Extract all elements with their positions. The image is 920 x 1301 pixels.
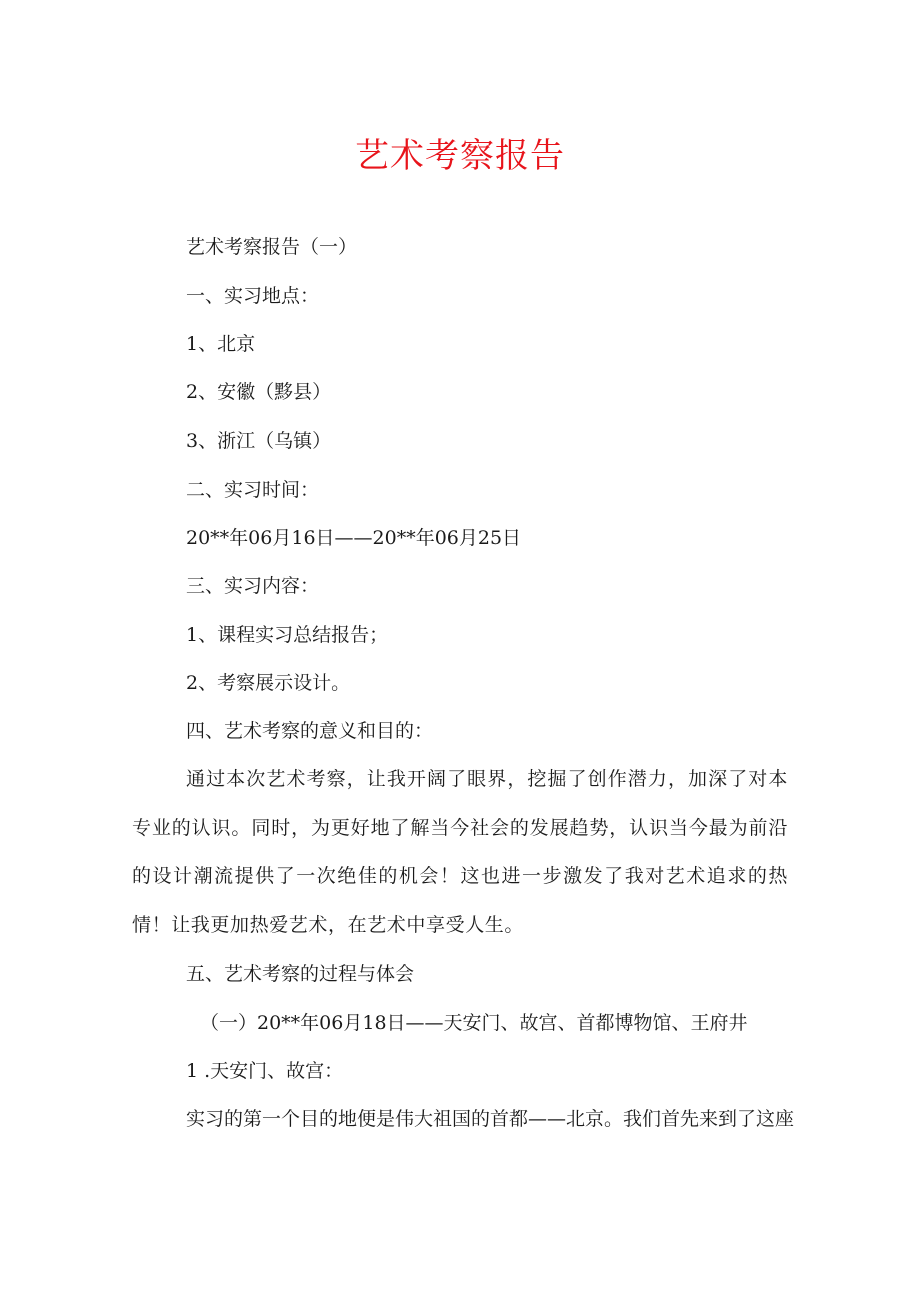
list-item: 2、安徽（黟县） <box>186 381 332 403</box>
report-subtitle: 艺术考察报告（一） <box>186 236 358 258</box>
purpose-paragraph: 通过本次艺术考察，让我开阔了眼界，挖掘了创作潜力，加深了对本专业的认识。同时，为更好地了解当今社会的发展趋势，认识当今最为前沿的设计潮流提供了一次绝佳的机会！这也进一步激发了我对艺术追求的热情！让我更加热爱艺术，在艺术中享受人生。 <box>132 768 788 936</box>
day-heading: （一）20**年06月18日——天安门、故宫、首都博物馆、王府井 <box>200 1012 748 1034</box>
section-heading-purpose: 四、艺术考察的意义和目的： <box>186 720 434 742</box>
section-heading-time: 二、实习时间： <box>186 479 320 501</box>
list-item: 1、北京 <box>186 333 256 355</box>
document-title: 艺术考察报告 <box>355 136 565 176</box>
list-item: 2、考察展示设计。 <box>186 672 351 694</box>
body-text-line: 实习的第一个目的地便是伟大祖国的首都——北京。我们首先来到了这座 <box>186 1108 795 1130</box>
section-heading-process: 五、艺术考察的过程与体会 <box>186 963 415 985</box>
list-item: 1、课程实习总结报告； <box>186 624 389 646</box>
list-item: 1 .天安门、故宫： <box>186 1060 344 1082</box>
section-heading-content: 三、实习内容： <box>186 575 320 597</box>
date-range: 20**年06月16日——20**年06月25日 <box>186 527 522 549</box>
list-item: 3、浙江（乌镇） <box>186 430 332 452</box>
section-heading-location: 一、实习地点： <box>186 285 320 307</box>
